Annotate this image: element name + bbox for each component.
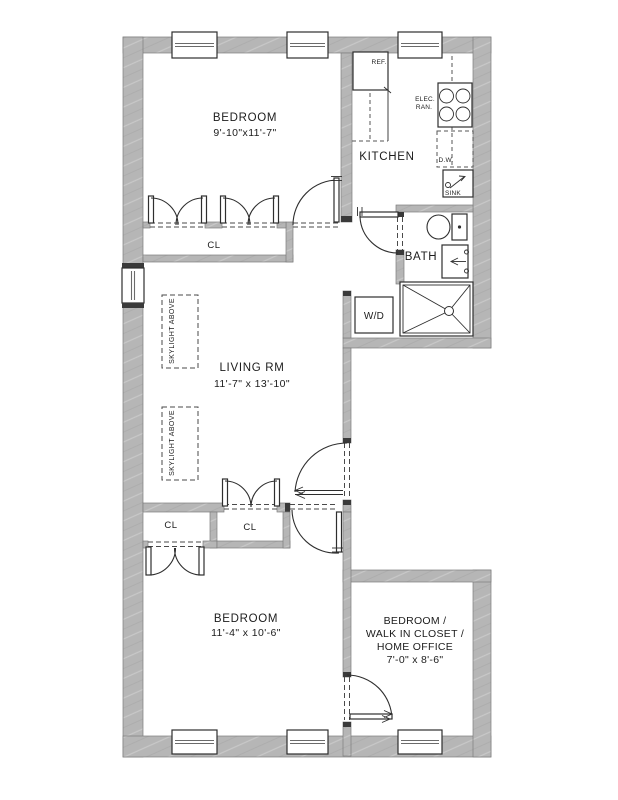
door-flex-room xyxy=(347,675,392,723)
shower-drain xyxy=(445,307,454,316)
wall-openings xyxy=(148,217,403,720)
label-flex-room-1: BEDROOM / xyxy=(383,615,447,627)
wall-notch-south xyxy=(343,338,491,348)
skylight-outline-2 xyxy=(162,407,198,480)
wall-cap xyxy=(343,500,351,505)
label-kitchen: KITCHEN xyxy=(359,151,415,163)
wall-cap xyxy=(285,503,290,512)
label-sink: SINK xyxy=(445,190,461,197)
door-hall xyxy=(292,510,343,553)
window-top-1 xyxy=(172,32,217,58)
label-bath: BATH xyxy=(404,251,438,263)
kitchen-counter xyxy=(352,90,388,141)
label-bedroom-bottom-dims: 11'-4" x 10'-6" xyxy=(211,627,281,639)
skylight-outline-1 xyxy=(162,295,198,368)
label-bedroom-top: BEDROOM xyxy=(212,112,278,124)
label-washer-dryer: W/D xyxy=(363,311,385,322)
wall-right-upper xyxy=(473,37,491,348)
door-living xyxy=(295,443,347,499)
label-skylight-2: SKYLIGHT ABOVE xyxy=(169,410,176,476)
wall-cap xyxy=(341,216,352,222)
wall-closet-right-bottom xyxy=(217,541,290,548)
wall-bath-left xyxy=(396,250,404,284)
wall-bath-top xyxy=(396,205,473,212)
label-range-2: RAN. xyxy=(415,104,433,111)
label-skylight-1: SKYLIGHT ABOVE xyxy=(169,298,176,364)
label-flex-room-3: HOME OFFICE xyxy=(376,641,454,653)
range xyxy=(438,83,472,127)
label-refrigerator: REF. xyxy=(371,59,387,66)
window-top-3 xyxy=(398,32,442,58)
wall-cap xyxy=(343,722,351,727)
label-closet-left: CL xyxy=(164,520,178,531)
wall-closet-top-bottom xyxy=(143,255,293,262)
wall-living-right-upper xyxy=(343,348,351,443)
wall-flexroom-north xyxy=(343,570,491,582)
window-left xyxy=(122,263,144,308)
kitchen-fixtures xyxy=(352,52,473,197)
door-bath xyxy=(358,207,399,253)
label-dishwasher: D.W. xyxy=(438,157,454,164)
window-bottom-1 xyxy=(172,730,217,754)
wall-closet-right-right xyxy=(283,512,290,548)
window-top-2 xyxy=(287,32,328,58)
wall-kitchen-left xyxy=(341,53,352,222)
wall-bedroom2-right-upper xyxy=(343,512,351,677)
skylights xyxy=(162,295,198,480)
label-flex-room-2: WALK IN CLOSET / xyxy=(365,628,465,640)
wall-cap xyxy=(343,291,351,296)
vanity-sink xyxy=(442,245,469,278)
shower xyxy=(400,282,473,336)
label-closet-top: CL xyxy=(207,240,221,251)
wall-closet-top-stub xyxy=(205,222,222,228)
wall-closet-left-stub xyxy=(203,541,217,548)
wall-living-south-a xyxy=(143,503,224,512)
wall-bedroom2-right-lower xyxy=(343,722,351,756)
wall-left xyxy=(123,37,143,757)
closet-right-bifold-doors xyxy=(223,479,280,507)
label-closet-right: CL xyxy=(243,522,257,533)
label-flex-room-4: 7'-0" x 8'-6" xyxy=(386,654,444,666)
label-living-dims: 11'-7" x 13'-10" xyxy=(213,378,291,390)
wall-cap xyxy=(343,438,351,443)
window-bottom-3 xyxy=(398,730,442,754)
toilet xyxy=(427,214,467,240)
label-range-1: ELEC. xyxy=(415,96,435,103)
label-bedroom-bottom: BEDROOM xyxy=(213,613,279,625)
label-bedroom-top-dims: 9'-10"x11'-7" xyxy=(213,127,277,139)
door-bedroom-top xyxy=(293,177,342,226)
wall-closet-top-right xyxy=(286,222,293,262)
window-bottom-2 xyxy=(287,730,328,754)
closet-left-double-doors xyxy=(146,547,204,575)
label-living: LIVING RM xyxy=(219,362,285,374)
wall-right-lower xyxy=(473,570,491,757)
wall-wd-niche-left xyxy=(343,291,351,338)
closet-top-bifold-doors xyxy=(149,196,279,225)
